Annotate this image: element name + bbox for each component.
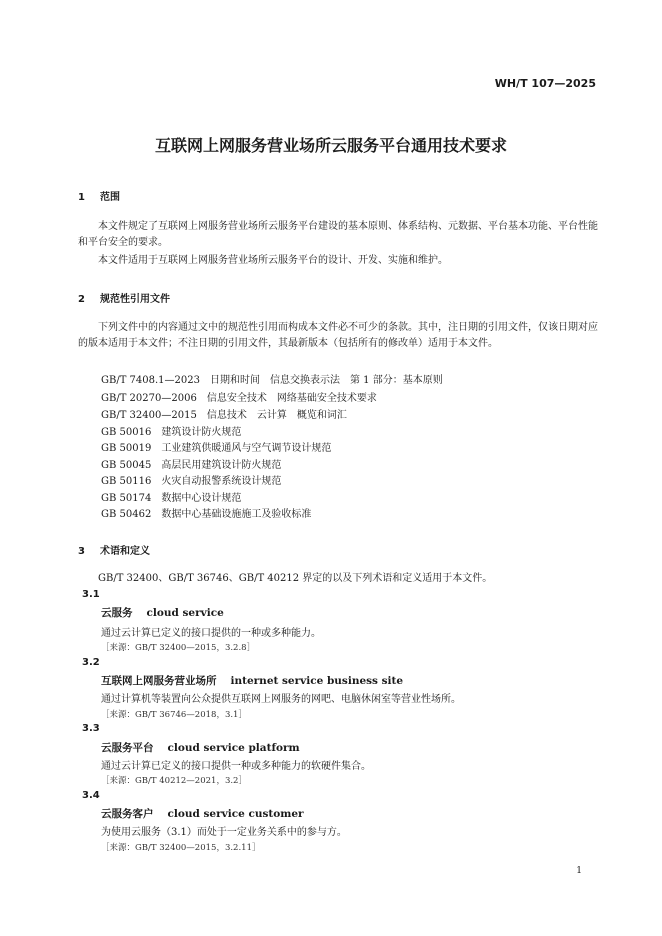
- term-number: 3.3: [82, 723, 100, 734]
- reference-item: GB/T 7408.1—2023 日期和时间 信息交换表示法 第 1 部分：基本原则: [101, 375, 443, 386]
- reference-item: GB 50019 工业建筑供暖通风与空气调节设计规范: [101, 443, 332, 454]
- term-source: ［来源：GB/T 32400—2015，3.2.8］: [101, 643, 256, 653]
- term-definition: 通过计算机等装置向公众提供互联网上网服务的网吧、电脑休闲室等营业性场所。: [101, 694, 461, 705]
- term-entry: [101, 806, 304, 821]
- reference-item: GB 50016 建筑设计防火规范: [101, 427, 242, 438]
- term-source: ［来源：GB/T 36746—2018，3.1］: [101, 710, 247, 720]
- term-chinese: 互联网上网服务营业场所: [101, 675, 217, 687]
- term-number: 3.2: [82, 657, 100, 668]
- term-english: cloud service customer: [167, 808, 304, 820]
- term-definition: 通过云计算已定义的接口提供的一种或多种能力。: [101, 628, 321, 639]
- scope-paragraph-2: 本文件适用于互联网上网服务营业场所云服务平台的设计、开发、实施和维护。: [98, 255, 448, 266]
- section-number: 1: [78, 192, 85, 203]
- section-heading-terms: [78, 542, 150, 557]
- term-entry: [101, 605, 224, 620]
- term-number: 3.4: [82, 790, 100, 801]
- reference-item: GB 50174 数据中心设计规范: [101, 493, 242, 504]
- reference-item: GB/T 32400—2015 信息技术 云计算 概览和词汇: [101, 410, 347, 421]
- term-source: ［来源：GB/T 32400—2015，3.2.11］: [101, 843, 261, 853]
- term-definition: 通过云计算已定义的接口提供一种或多种能力的软硬件集合。: [101, 761, 371, 772]
- reference-item: GB/T 20270—2006 信息安全技术 网络基础安全技术要求: [101, 393, 377, 404]
- term-english: internet service business site: [230, 675, 404, 687]
- standard-code: WH/T 107—2025: [494, 77, 596, 90]
- term-english: cloud service: [146, 607, 224, 619]
- section-title: 范围: [100, 192, 120, 203]
- page-number: 1: [576, 866, 582, 876]
- section-number: 3: [78, 546, 85, 557]
- scope-paragraph-1: 本文件规定了互联网上网服务营业场所云服务平台建设的基本原则、体系结构、元数据、平台基本功能、平台性能和平台安全的要求。: [78, 221, 598, 248]
- normative-intro: 下列文件中的内容通过文中的规范性引用而构成本文件必不可少的条款。其中，注日期的引用文件，仅该日期对应的版本适用于本文件；不注日期的引用文件，其最新版本（包括所有的修改单）适用于本文件。: [78, 322, 598, 349]
- section-title: 规范性引用文件: [100, 294, 170, 305]
- term-english: cloud service platform: [167, 742, 300, 754]
- terms-intro: GB/T 32400、GB/T 36746、GB/T 40212 界定的以及下列术语和定义适用于本文件。: [98, 573, 493, 584]
- section-number: 2: [78, 294, 85, 305]
- term-chinese: 云服务: [101, 607, 133, 619]
- term-number: 3.1: [82, 589, 100, 600]
- section-heading-normative: [78, 290, 170, 305]
- reference-item: GB 50045 高层民用建筑设计防火规范: [101, 460, 282, 471]
- term-definition: 为使用云服务（3.1）而处于一定业务关系中的参与方。: [101, 827, 347, 838]
- document-title: 互联网上网服务营业场所云服务平台通用技术要求: [154, 136, 507, 155]
- term-source: ［来源：GB/T 40212—2021，3.2］: [101, 776, 247, 786]
- term-entry: [101, 673, 403, 688]
- term-entry: [101, 740, 300, 755]
- term-chinese: 云服务平台: [101, 742, 154, 754]
- section-heading-scope: [78, 188, 120, 203]
- term-chinese: 云服务客户: [101, 808, 154, 820]
- reference-item: GB 50116 火灾自动报警系统设计规范: [101, 476, 282, 487]
- reference-item: GB 50462 数据中心基础设施施工及验收标准: [101, 509, 312, 520]
- section-title: 术语和定义: [100, 546, 150, 557]
